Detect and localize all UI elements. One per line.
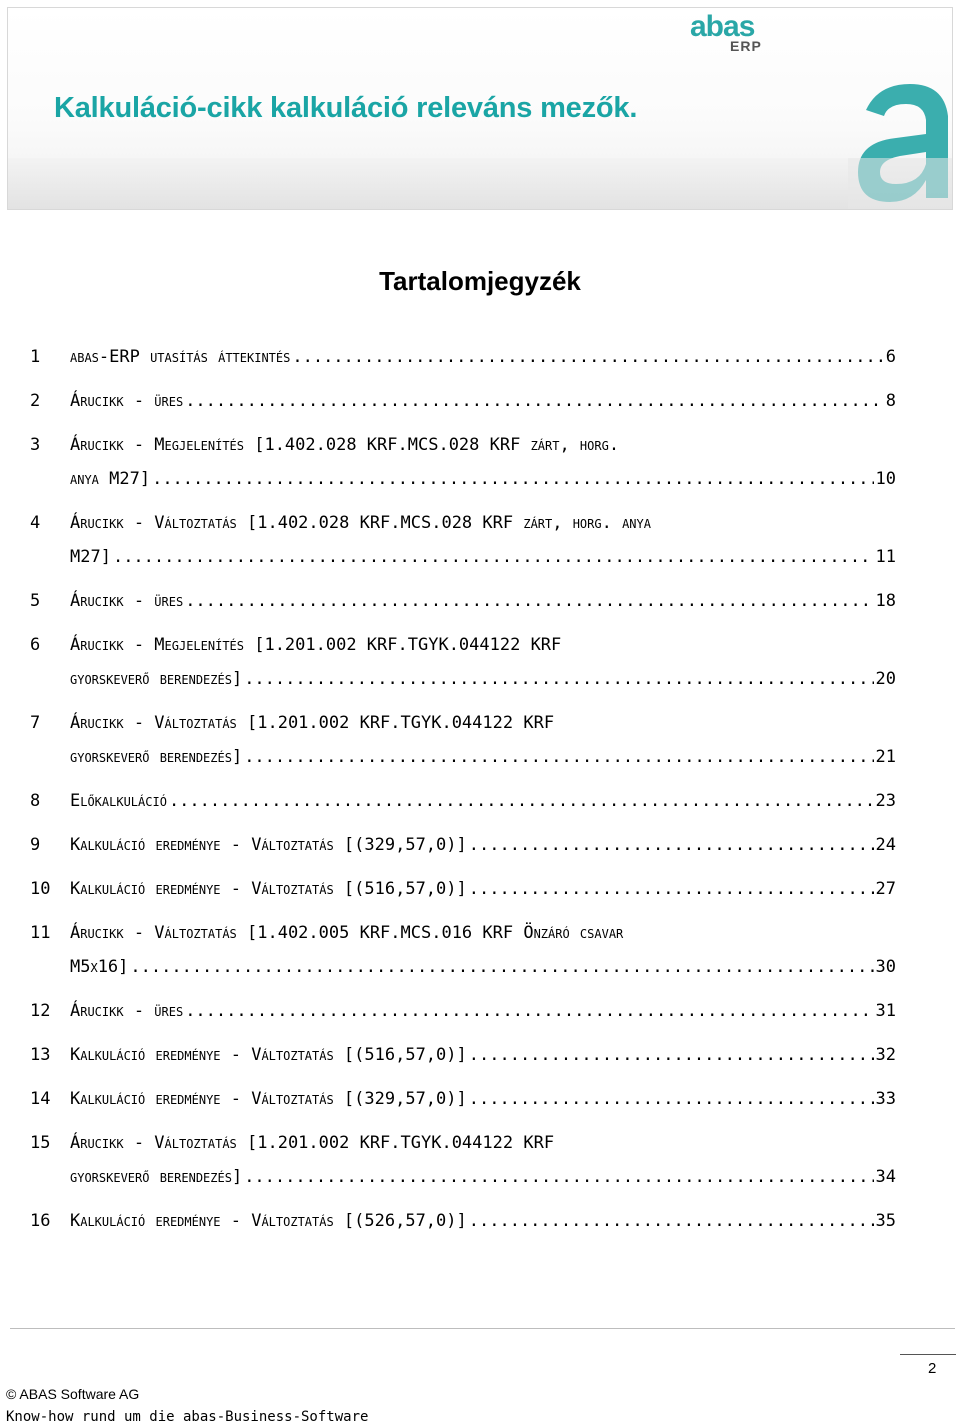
toc-entry-page: 35 [875,1211,896,1231]
toc-entry-text: Árucikk - Megjelenítés [1.402.028 KRF.MCS.028 KRF zárt, horg. [70,435,620,455]
toc-entry-number: 2 [30,391,41,411]
toc-entry-number: 13 [30,1045,51,1065]
toc-entry-page: 8 [885,391,896,411]
toc-entry-text: M5x16] [70,957,129,977]
toc-entry-text: Kalkuláció eredménye - Változtatás [(516,57,0)] [70,1045,467,1065]
toc-entry[interactable] [30,916,896,984]
footer-tagline: Know-how rund um die abas-Business-Software [6,1409,369,1425]
toc-entry-number: 6 [30,635,41,655]
header-band [8,158,952,210]
logo-sub: ERP [730,38,762,54]
toc-leader-dots [292,340,883,374]
toc-entry[interactable] [30,872,896,906]
toc-entry[interactable] [30,506,896,574]
toc-entry-page: 10 [875,469,896,489]
toc-entry-number: 11 [30,923,51,943]
toc-leader-dots [469,1204,874,1238]
toc-entry[interactable] [30,706,896,774]
logo-word: abas [690,10,755,43]
toc-entry-text: Árucikk - üres [70,1001,184,1021]
toc-entry-page: 21 [875,747,896,767]
abas-a-graphic [848,80,953,210]
toc-entry-page: 31 [875,1001,896,1021]
toc-entry-page: 20 [875,669,896,689]
header-banner [7,7,953,210]
toc-leader-dots [113,540,874,574]
toc-entry[interactable] [30,340,896,374]
copyright-notice: © ABAS Software AG [6,1386,140,1402]
page-number: 2 [928,1360,937,1377]
toc-leader-dots [169,784,874,818]
footer-divider [10,1328,955,1329]
toc-entry-text: anya M27] [70,469,151,489]
toc-leader-dots [469,872,874,906]
toc-entry[interactable] [30,994,896,1028]
toc-leader-dots [185,584,873,618]
toc-entry-text: gyorskeverő berendezés] [70,1167,243,1187]
toc-entry-page: 6 [885,347,896,367]
toc-entry-page: 32 [875,1045,896,1065]
toc-entry-text: Kalkuláció eredménye - Változtatás [(329,57,0)] [70,1089,467,1109]
toc-entry-number: 9 [30,835,41,855]
toc-entry-text: Kalkuláció eredménye - Változtatás [(516,57,0)] [70,879,467,899]
page-header-title: Kalkuláció-cikk kalkuláció releváns mezők. [54,92,638,124]
toc-entry-text: gyorskeverő berendezés] [70,669,243,689]
toc-entry-number: 4 [30,513,41,533]
toc-entry-page: 27 [875,879,896,899]
toc-leader-dots [185,994,873,1028]
table-of-contents [30,340,896,1248]
page-number-rule [900,1354,956,1355]
toc-entry[interactable] [30,1038,896,1072]
toc-entry[interactable] [30,584,896,618]
toc-entry-text: Árucikk - üres [70,591,184,611]
toc-leader-dots [130,950,873,984]
toc-entry-number: 10 [30,879,51,899]
toc-leader-dots [469,1038,874,1072]
toc-entry[interactable] [30,1126,896,1194]
toc-entry-text: Kalkuláció eredménye - Változtatás [(526,57,0)] [70,1211,467,1231]
abas-erp-logo [690,12,780,54]
toc-entry-number: 15 [30,1133,51,1153]
toc-entry-number: 16 [30,1211,51,1231]
toc-leader-dots [244,1160,873,1194]
toc-entry[interactable] [30,828,896,862]
toc-entry-text: M27] [70,547,111,567]
toc-entry-text: Árucikk - Változtatás [1.201.002 KRF.TGYK.044122 KRF [70,1133,555,1153]
toc-entry[interactable] [30,784,896,818]
toc-entry-text: Árucikk - Változtatás [1.201.002 KRF.TGYK.044122 KRF [70,713,555,733]
toc-leader-dots [244,662,873,696]
toc-leader-dots [244,740,873,774]
toc-entry-text: Árucikk - Megjelenítés [1.201.002 KRF.TGYK.044122 KRF [70,635,562,655]
toc-entry-page: 11 [875,547,896,567]
toc-leader-dots [469,828,874,862]
toc-leader-dots [469,1082,874,1116]
toc-entry-number: 5 [30,591,41,611]
toc-entry-text: Kalkuláció eredménye - Változtatás [(329,57,0)] [70,835,467,855]
toc-entry[interactable] [30,384,896,418]
toc-entry-page: 24 [875,835,896,855]
toc-entry-text: Árucikk - Változtatás [1.402.028 KRF.MCS.028 KRF zárt, horg. anya [70,513,651,533]
toc-entry-number: 7 [30,713,41,733]
toc-entry[interactable] [30,1082,896,1116]
toc-entry-page: 30 [875,957,896,977]
toc-entry-number: 1 [30,347,41,367]
toc-entry-text: gyorskeverő berendezés] [70,747,243,767]
toc-entry-number: 3 [30,435,41,455]
toc-entry-number: 14 [30,1089,51,1109]
toc-entry-number: 8 [30,791,41,811]
toc-entry-page: 33 [875,1089,896,1109]
toc-entry-text: Árucikk - Változtatás [1.402.005 KRF.MCS.016 KRF Önzáró csavar [70,923,624,943]
toc-entry[interactable] [30,1204,896,1238]
toc-entry-page: 18 [875,591,896,611]
toc-entry[interactable] [30,428,896,496]
toc-entry-page: 34 [875,1167,896,1187]
toc-entry-number: 12 [30,1001,51,1021]
toc-entry-text: Előkalkuláció [70,791,167,811]
toc-entry-text: abas-ERP utasítás áttekintés [70,347,291,367]
toc-title: Tartalomjegyzék [379,266,581,296]
toc-leader-dots [152,462,873,496]
toc-leader-dots [185,384,884,418]
toc-entry-page: 23 [875,791,896,811]
toc-entry[interactable] [30,628,896,696]
toc-entry-text: Árucikk - üres [70,391,184,411]
